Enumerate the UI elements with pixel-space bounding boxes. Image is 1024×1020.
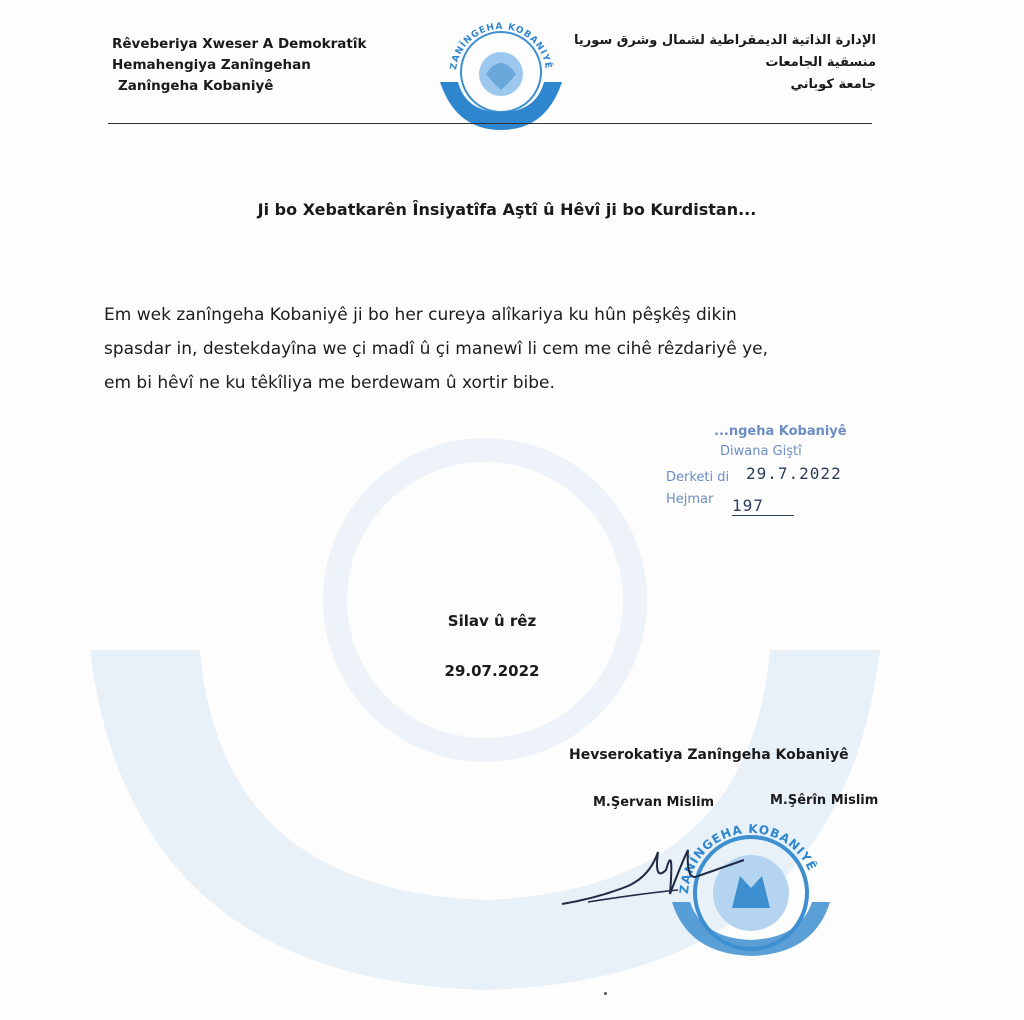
letter-subject: Ji bo Xebatkarên Însiyatîfa Aştî û Hêvî ji bo Kurdistan... xyxy=(257,200,757,219)
header-left-line-3: Zanîngeha Kobaniyê xyxy=(118,78,274,94)
closing-phrase: Silav û rêz xyxy=(447,612,537,630)
header-right xyxy=(574,30,876,96)
logo-text: ZANÎNGEHA KOBANIYÊ xyxy=(449,21,553,71)
signatory-title: Hevserokatiya Zanîngeha Kobaniyê xyxy=(569,747,849,763)
speck xyxy=(604,992,607,995)
header-right-line-2: منسقية الجامعات xyxy=(765,55,876,70)
stamp-number-label: Hejmar xyxy=(666,492,714,507)
stamp-office: Diwana Giştî xyxy=(720,444,802,459)
registration-stamp xyxy=(662,424,862,524)
seal-text: ZANÎNGEHA KOBANIYÊ xyxy=(676,821,820,895)
stamp-number-value: 197 xyxy=(732,496,794,516)
stamp-date-value: 29.7.2022 xyxy=(746,464,842,483)
header-right-line-1: الإدارة الذاتية الديمقراطية لشمال وشرق سوريا xyxy=(574,33,876,48)
header-right-line-3: جامعة كوباني xyxy=(790,77,876,92)
header-left-line-1: Rêveberiya Xweser A Demokratîk xyxy=(112,36,367,52)
letter-date: 29.07.2022 xyxy=(444,662,540,680)
signatory-a: M.Şervan Mislim xyxy=(593,795,715,810)
letter-body xyxy=(104,298,904,400)
signatory-b: M.Şêrîn Mislim xyxy=(770,793,879,808)
stamp-date-label: Derketi di xyxy=(666,470,730,485)
body-line-3: em bi hêvî ne ku têkîliya me berdewam û xortir bibe. xyxy=(104,373,555,393)
handwritten-signature xyxy=(558,832,758,912)
stamp-org: ...ngeha Kobaniyê xyxy=(714,424,847,439)
header-divider xyxy=(108,123,872,124)
header-left xyxy=(112,34,366,97)
body-line-1: Em wek zanîngeha Kobaniyê ji bo her cureya alîkariya ku hûn pêşkêş dikin xyxy=(104,305,737,325)
header-left-line-2: Hemahengiya Zanîngehan xyxy=(112,57,311,73)
university-logo xyxy=(436,12,566,134)
body-line-2: spasdar in, destekdayîna we çi madî û çi manewî li cem me cihê rêzdariyê ye, xyxy=(104,339,769,359)
